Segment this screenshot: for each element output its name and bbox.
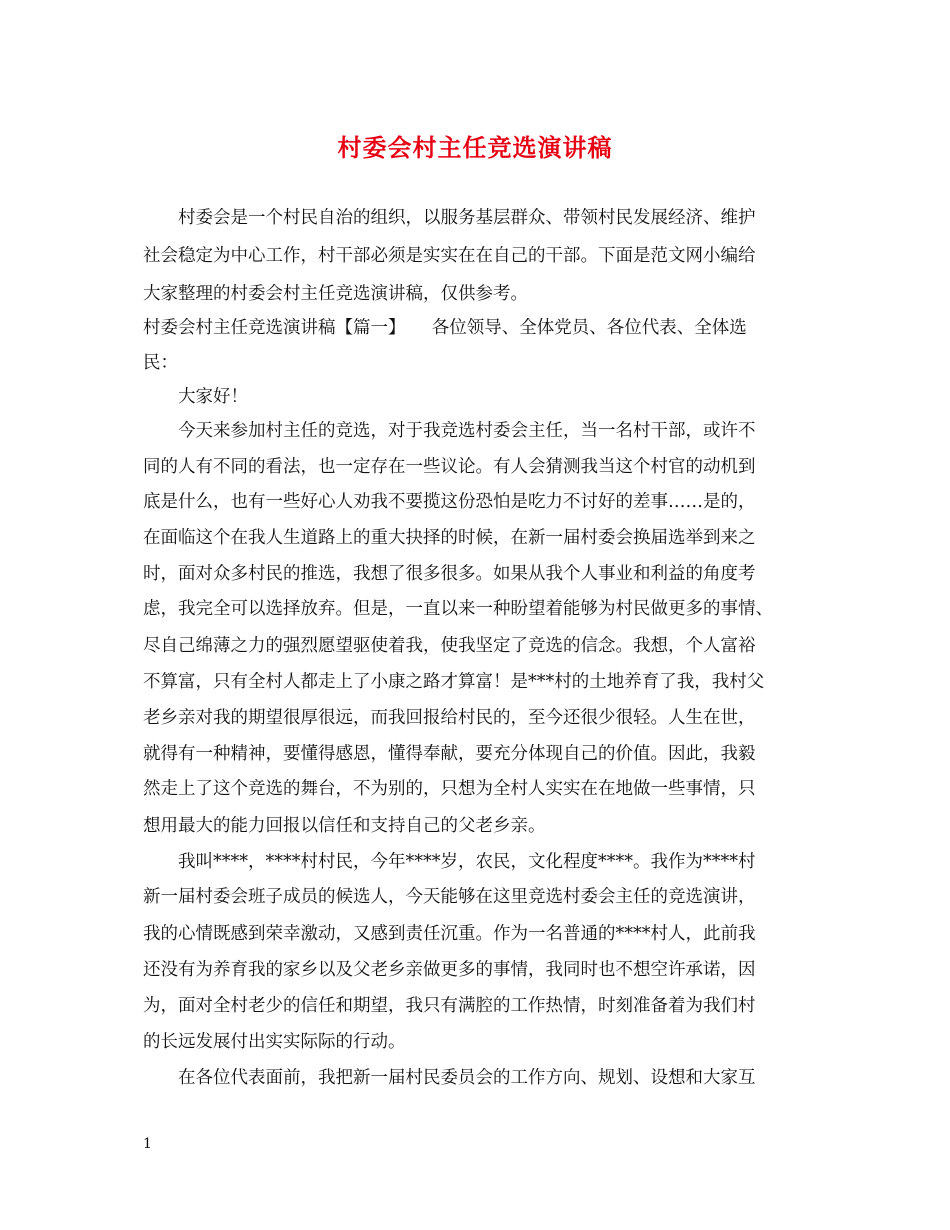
body-line: 尽自己绵薄之力的强烈愿望驱使着我，使我坚定了竞选的信念。我想，个人富裕 xyxy=(143,636,756,656)
page-number: 1 xyxy=(143,1136,152,1152)
body-line: 同的人有不同的看法，也一定存在一些议论。有人会猜测我当这个村官的动机到 xyxy=(143,457,756,477)
body-line: 新一届村委会班子成员的候选人，今天能够在这里竞选村委会主任的竞选演讲， xyxy=(143,887,756,907)
body-line: 在面临这个在我人生道路上的重大抉择的时候，在新一届村委会换届选举到来之 xyxy=(143,528,756,548)
body-line: 今天来参加村主任的竞选，对于我竞选村委会主任，当一名村干部，或许不 xyxy=(143,421,756,441)
body-line: 村委会是一个村民自治的组织，以服务基层群众、带领村民发展经济、维护 xyxy=(143,208,756,228)
body-line: 在各位代表面前，我把新一届村民委员会的工作方向、规划、设想和大家互 xyxy=(143,1068,756,1088)
body-line: 社会稳定为中心工作，村干部必须是实实在在自己的干部。下面是范文网小编给 xyxy=(143,246,756,266)
body-line: 还没有为养育我的家乡以及父老乡亲做更多的事情，我同时也不想空许承诺，因 xyxy=(143,960,756,980)
body-line: 想用最大的能力回报以信任和支持自己的父老乡亲。 xyxy=(143,816,546,836)
body-line: 然走上了这个竞选的舞台，不为别的，只想为全村人实实在在地做一些事情，只 xyxy=(143,779,756,799)
body-line: 我的心情既感到荣幸激动，又感到责任沉重。作为一名普通的****村人，此前我 xyxy=(143,924,756,944)
document-title: 村委会村主任竞选演讲稿 xyxy=(337,133,613,162)
body-line: 我叫****，****村村民，今年****岁，农民，文化程度****。我作为****村 xyxy=(143,852,756,872)
body-line: 大家好！ xyxy=(143,387,248,407)
body-line: 就得有一种精神，要懂得感恩，懂得奉献，要充分体现自己的价值。因此，我毅 xyxy=(143,744,756,764)
body-line: 为，面对全村老少的信任和期望，我只有满腔的工作热情，时刻准备着为我们村 xyxy=(143,996,756,1016)
body-line: 老乡亲对我的期望很厚很远，而我回报给村民的，至今还很少很轻。人生在世， xyxy=(143,708,756,728)
body-line: 民： xyxy=(143,353,178,373)
body-line: 村委会村主任竞选演讲稿【篇一】 各位领导、全体党员、各位代表、全体选 xyxy=(143,318,747,338)
body-line: 底是什么，也有一些好心人劝我不要揽这份恐怕是吃力不讨好的差事……是的， xyxy=(143,492,756,512)
body-line: 不算富，只有全村人都走上了小康之路才算富！是***村的土地养育了我，我村父 xyxy=(143,672,765,692)
body-line: 大家整理的村委会村主任竞选演讲稿，仅供参考。 xyxy=(143,284,528,304)
body-line: 时，面对众多村民的推选，我想了很多很多。如果从我个人事业和利益的角度考 xyxy=(143,564,756,584)
body-line: 虑，我完全可以选择放弃。但是，一直以来一种盼望着能够为村民做更多的事情、 xyxy=(143,599,773,619)
body-line: 的长远发展付出实实际际的行动。 xyxy=(143,1032,406,1052)
